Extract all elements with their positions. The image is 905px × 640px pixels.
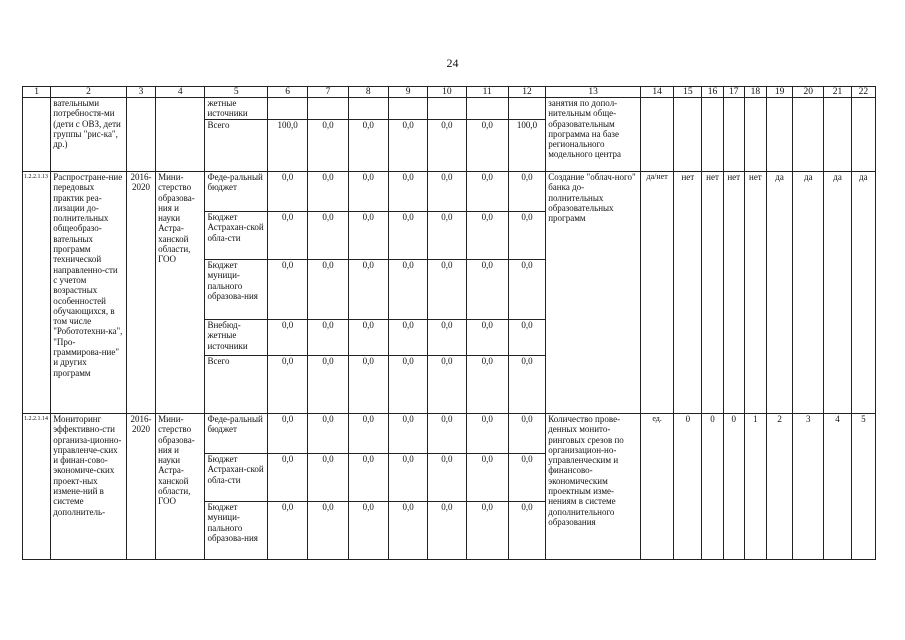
- column-number: 8: [348, 87, 388, 98]
- funding-value: 0,0: [466, 502, 508, 560]
- column-number: 11: [466, 87, 508, 98]
- funding-value: 0,0: [466, 260, 508, 320]
- funding-value: 0,0: [267, 454, 307, 502]
- funding-value: [428, 98, 466, 120]
- indicator-unit: [640, 98, 673, 172]
- funding-source: Бюджет муници-пального образова-ния: [205, 502, 268, 560]
- column-number: 2: [51, 87, 127, 98]
- funding-source: Внебюд-жетные источники: [205, 320, 268, 356]
- indicator-target: 1: [744, 414, 766, 560]
- indicator-target: [851, 98, 875, 172]
- indicator-name: Количество прове-денных монито-ринговых срезов по организацион-но-управленческим и финансово-экономическим проектным изме-нениям в системе дополнительного образования: [546, 414, 641, 560]
- indicator-target: [723, 98, 744, 172]
- funding-value: 0,0: [348, 120, 388, 172]
- funding-value: 0,0: [348, 454, 388, 502]
- indicator-target: 5: [851, 414, 875, 560]
- funding-value: 0,0: [466, 320, 508, 356]
- funding-value: 0,0: [466, 454, 508, 502]
- funding-value: 0,0: [508, 502, 545, 560]
- funding-value: 0,0: [308, 502, 348, 560]
- funding-value: 0,0: [508, 212, 545, 260]
- funding-value: 0,0: [348, 172, 388, 212]
- funding-value: 0,0: [267, 356, 307, 414]
- indicator-name: занятия по допол-нительным обще-образовательным программа на базе регионального модельного центра: [546, 98, 641, 172]
- funding-value: 0,0: [308, 356, 348, 414]
- funding-value: 0,0: [466, 414, 508, 454]
- indicator-target: 4: [824, 414, 851, 560]
- column-number: 13: [546, 87, 641, 98]
- funding-value: 0,0: [308, 172, 348, 212]
- executor: Мини-стерство образова-ния и науки Астра-ханской области, ГОО: [156, 414, 205, 560]
- funding-value: [348, 98, 388, 120]
- funding-value: 0,0: [388, 212, 427, 260]
- indicator-target: 0: [723, 414, 744, 560]
- measure-name: вательными потребностя-ми (дети с ОВЗ, дети группы "рис-ка", др.): [51, 98, 127, 172]
- funding-value: 0,0: [348, 260, 388, 320]
- column-number: 3: [126, 87, 155, 98]
- funding-value: 0,0: [466, 172, 508, 212]
- executor: Мини-стерство образова-ния и науки Астра-ханской области, ГОО: [156, 172, 205, 414]
- measure-name: Мониторинг эффективно-сти организа-ционно-управленче-ских и финан-сово-экономиче-ских проект-ных измене-ний в системе дополнитель-: [51, 414, 127, 560]
- funding-value: 0,0: [388, 502, 427, 560]
- page-number: 24: [446, 56, 459, 70]
- funding-source: жетные источники: [205, 98, 268, 120]
- funding-value: 0,0: [267, 320, 307, 356]
- column-number: 15: [674, 87, 702, 98]
- funding-value: 0,0: [348, 212, 388, 260]
- funding-value: 0,0: [388, 414, 427, 454]
- funding-value: 0,0: [267, 260, 307, 320]
- column-number: 14: [640, 87, 673, 98]
- funding-value: 0,0: [308, 320, 348, 356]
- column-number: 16: [702, 87, 723, 98]
- column-number: 6: [267, 87, 307, 98]
- funding-value: [267, 98, 307, 120]
- program-table: [22, 86, 876, 560]
- funding-source: Бюджет Астрахан-ской обла-сти: [205, 212, 268, 260]
- funding-source: Феде-ральный бюджет: [205, 172, 268, 212]
- column-number: 12: [508, 87, 545, 98]
- funding-value: 0,0: [508, 260, 545, 320]
- funding-source: Бюджет Астрахан-ской обла-сти: [205, 454, 268, 502]
- table-row: [23, 98, 876, 120]
- header-row: [23, 87, 876, 98]
- funding-value: 0,0: [428, 454, 466, 502]
- funding-source: Всего: [205, 120, 268, 172]
- column-number: 10: [428, 87, 466, 98]
- funding-value: 0,0: [428, 120, 466, 172]
- funding-value: 0,0: [388, 172, 427, 212]
- funding-value: [508, 98, 545, 120]
- funding-value: 0,0: [428, 212, 466, 260]
- indicator-name: Создание "облач-ного" банка до-полнительных образовательных программ: [546, 172, 641, 414]
- funding-value: 0,0: [388, 260, 427, 320]
- funding-value: 0,0: [348, 414, 388, 454]
- funding-value: 0,0: [388, 120, 427, 172]
- funding-value: 0,0: [466, 120, 508, 172]
- implementation-period: [126, 98, 155, 172]
- column-number: 9: [388, 87, 427, 98]
- funding-value: 0,0: [348, 320, 388, 356]
- indicator-target: [793, 98, 824, 172]
- indicator-target: да: [793, 172, 824, 414]
- funding-value: 0,0: [348, 356, 388, 414]
- indicator-unit: ед.: [640, 414, 673, 560]
- funding-value: 100,0: [267, 120, 307, 172]
- funding-value: 0,0: [428, 320, 466, 356]
- funding-value: 0,0: [428, 172, 466, 212]
- funding-value: [388, 98, 427, 120]
- column-number: 7: [308, 87, 348, 98]
- funding-value: 0,0: [267, 172, 307, 212]
- indicator-target: нет: [723, 172, 744, 414]
- table-row: [23, 414, 876, 454]
- funding-value: [466, 98, 508, 120]
- funding-source: Феде-ральный бюджет: [205, 414, 268, 454]
- funding-value: 0,0: [428, 414, 466, 454]
- funding-source: Бюджет муници-пального образова-ния: [205, 260, 268, 320]
- funding-value: 0,0: [388, 320, 427, 356]
- indicator-target: нет: [674, 172, 702, 414]
- executor: [156, 98, 205, 172]
- indicator-target: 3: [793, 414, 824, 560]
- funding-value: 0,0: [267, 414, 307, 454]
- indicator-target: да: [824, 172, 851, 414]
- indicator-target: [824, 98, 851, 172]
- column-number: 19: [766, 87, 792, 98]
- funding-value: 0,0: [508, 172, 545, 212]
- column-number: 4: [156, 87, 205, 98]
- indicator-target: [702, 98, 723, 172]
- measure-code: 1.2.2.1.14: [23, 414, 51, 560]
- indicator-target: [674, 98, 702, 172]
- column-number: 20: [793, 87, 824, 98]
- funding-value: 0,0: [388, 454, 427, 502]
- indicator-target: да: [851, 172, 875, 414]
- indicator-target: [744, 98, 766, 172]
- funding-value: 0,0: [466, 212, 508, 260]
- indicator-target: 0: [702, 414, 723, 560]
- implementation-period: 2016-2020: [126, 414, 155, 560]
- funding-value: 0,0: [308, 454, 348, 502]
- funding-value: 0,0: [308, 414, 348, 454]
- funding-value: 0,0: [267, 212, 307, 260]
- funding-value: 0,0: [267, 502, 307, 560]
- column-number: 22: [851, 87, 875, 98]
- funding-value: [308, 98, 348, 120]
- funding-value: 0,0: [508, 356, 545, 414]
- measure-code: [23, 98, 51, 172]
- implementation-period: 2016-2020: [126, 172, 155, 414]
- funding-value: 0,0: [508, 414, 545, 454]
- indicator-target: 0: [674, 414, 702, 560]
- column-number: 1: [23, 87, 51, 98]
- indicator-target: нет: [702, 172, 723, 414]
- funding-value: 0,0: [508, 320, 545, 356]
- indicator-unit: да/нет: [640, 172, 673, 414]
- funding-value: 100,0: [508, 120, 545, 172]
- funding-value: 0,0: [348, 502, 388, 560]
- funding-value: 0,0: [428, 356, 466, 414]
- measure-name: Распростране-ние передовых практик реа-лизации до-полнительных общеобразо-вательных программ технической направленно-сти с учетом возрастных особенностей обучающихся, в том числе "Робототехни-ка", "Про-граммирова-ние" и других программ: [51, 172, 127, 414]
- table-row: [23, 172, 876, 212]
- column-number: 18: [744, 87, 766, 98]
- funding-source: Всего: [205, 356, 268, 414]
- measure-code: 1.2.2.1.13: [23, 172, 51, 414]
- funding-value: 0,0: [308, 120, 348, 172]
- column-number: 5: [205, 87, 268, 98]
- column-number: 17: [723, 87, 744, 98]
- funding-value: 0,0: [466, 356, 508, 414]
- column-number: 21: [824, 87, 851, 98]
- funding-value: 0,0: [308, 212, 348, 260]
- indicator-target: да: [766, 172, 792, 414]
- funding-value: 0,0: [428, 260, 466, 320]
- funding-value: 0,0: [308, 260, 348, 320]
- funding-value: 0,0: [508, 454, 545, 502]
- indicator-target: нет: [744, 172, 766, 414]
- indicator-target: [766, 98, 792, 172]
- indicator-target: 2: [766, 414, 792, 560]
- funding-value: 0,0: [428, 502, 466, 560]
- funding-value: 0,0: [388, 356, 427, 414]
